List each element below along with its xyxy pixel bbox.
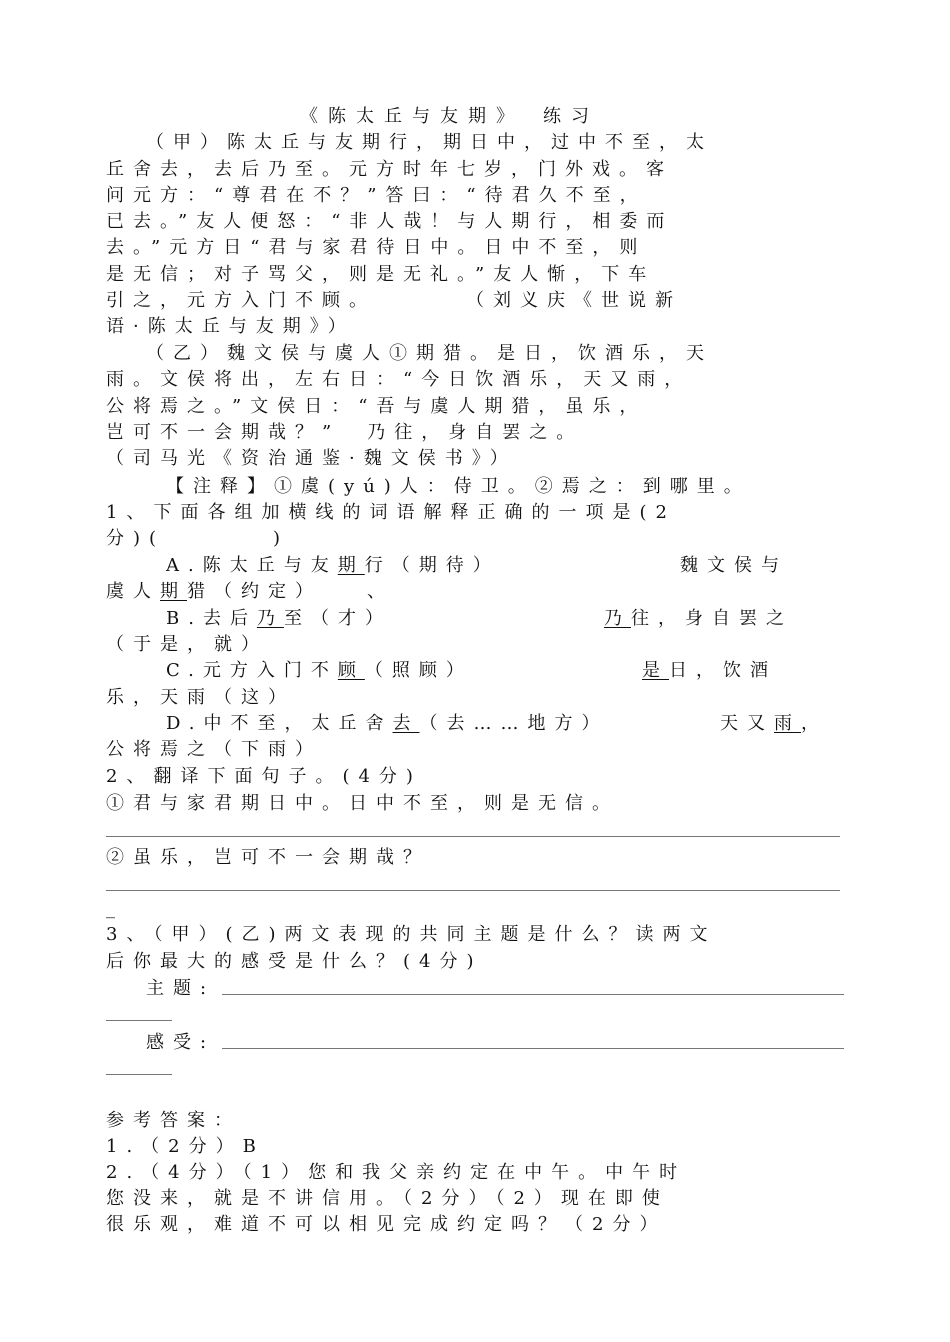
underlined-word: 去 — [392, 713, 420, 734]
answer-1: 1.（2分）B — [106, 1136, 265, 1157]
theme-answer-line[interactable] — [222, 994, 844, 995]
question-1-stem: 分)( ) — [106, 528, 290, 549]
question-3-stem: 后你最大的感受是什么？(4分) — [106, 951, 483, 972]
underlined-word: 期 — [160, 581, 187, 602]
option-b: B.去后乃至（才） — [166, 608, 392, 629]
underlined-word: 顾 — [337, 660, 365, 681]
underlined-word: 乃 — [256, 608, 284, 629]
option-d-cont: 公将焉之（下雨） — [106, 739, 322, 760]
answer-2: 很乐观，难道不可以相见完成约定吗？（2分） — [106, 1214, 667, 1235]
passage-jia-line: 去。”元方日“君与家君待日中。日中不至，则 — [106, 237, 647, 258]
option-d-right: 天又雨， — [720, 713, 828, 734]
sentence-1: ①君与家君期日中。日中不至，则是无信。 — [106, 793, 619, 814]
passage-jia-line: 引之，元方入门不顾。 （刘义庆《世说新 — [106, 290, 682, 311]
passage-yi-line: （司马光《资治通鉴·魏文侯书》） — [106, 448, 517, 469]
option-a-right: 魏文侯与 — [680, 555, 788, 576]
passage-yi-line: 公将焉之。”文侯日：“吾与虞人期猎，虽乐， — [106, 396, 647, 417]
answer-2: 2.（4分）（1）您和我父亲约定在中午。中午时 — [106, 1162, 687, 1183]
passage-yi-line: 雨。文侯将出，左右日：“今日饮酒乐，天又雨， — [106, 369, 692, 390]
passage-jia-line: （甲）陈太丘与友期行，期日中，过中不至，太 — [146, 132, 713, 153]
option-a: A.陈太丘与友期行（期待） — [166, 555, 500, 576]
feeling-answer-line-cont[interactable] — [106, 1074, 172, 1075]
feeling-label: 感受: — [146, 1032, 216, 1053]
passage-jia-line: 已去。”友人便怒：“非人哉！与人期行，相委而 — [106, 211, 674, 232]
theme-label: 主题: — [146, 978, 216, 999]
answers-heading: 参考答案： — [106, 1110, 241, 1131]
passage-jia-line: 问元方：“尊君在不？”答曰：“待君久不至， — [106, 185, 647, 206]
passage-jia-line: 是无信；对子骂父，则是无礼。”友人惭，下车 — [106, 264, 656, 285]
option-d: D.中不至，太丘舍去（去……地方） — [166, 713, 609, 734]
answer-line[interactable] — [106, 836, 840, 837]
answer-2: 您没来，就是不讲信用。（2分）（2）现在即使 — [106, 1188, 669, 1209]
question-3-stem: 3、（甲）(乙)两文表现的共同主题是什么？读两文 — [106, 924, 717, 945]
option-c-cont: 乐，天雨（这） — [106, 687, 295, 708]
answer-line[interactable] — [106, 890, 840, 891]
answer-line-continuation: _ — [106, 898, 115, 919]
underlined-word: 期 — [337, 555, 365, 576]
option-a-cont: 虞人期猎（约定） 、 — [106, 581, 394, 602]
annotation: 【注释】①虞(yú)人：侍卫。②焉之：到哪里。 — [166, 476, 751, 497]
page-title: 《陈太丘与友期》 练习 — [300, 106, 599, 127]
passage-jia-line: 丘舍去，去后乃至。元方时年七岁，门外戏。客 — [106, 159, 673, 180]
underlined-word: 是 — [642, 660, 669, 681]
passage-yi-line: （乙）魏文侯与虞人①期猎。是日，饮酒乐，天 — [146, 343, 713, 364]
question-1-stem: 1、下面各组加横线的词语解释正确的一项是(2 — [106, 502, 676, 523]
sentence-2: ②虽乐，岂可不一会期哉？ — [106, 847, 430, 868]
theme-answer-line-cont[interactable] — [106, 1020, 172, 1021]
underlined-word: 乃 — [604, 608, 631, 629]
option-c: C.元方入门不顾（照顾） — [166, 660, 473, 681]
question-2-stem: 2、翻译下面句子。(4分) — [106, 766, 422, 787]
option-b-right: 乃往，身自罢之 — [604, 608, 793, 629]
feeling-answer-line[interactable] — [222, 1048, 844, 1049]
passage-jia-line: 语·陈太丘与友期》） — [106, 316, 355, 337]
underlined-word: 雨 — [774, 713, 801, 734]
option-b-cont: （于是，就） — [106, 634, 268, 655]
passage-yi-line: 岂可不一会期哉？” 乃往，身自罢之。 — [106, 422, 584, 443]
option-c-right: 是日，饮酒 — [642, 660, 777, 681]
